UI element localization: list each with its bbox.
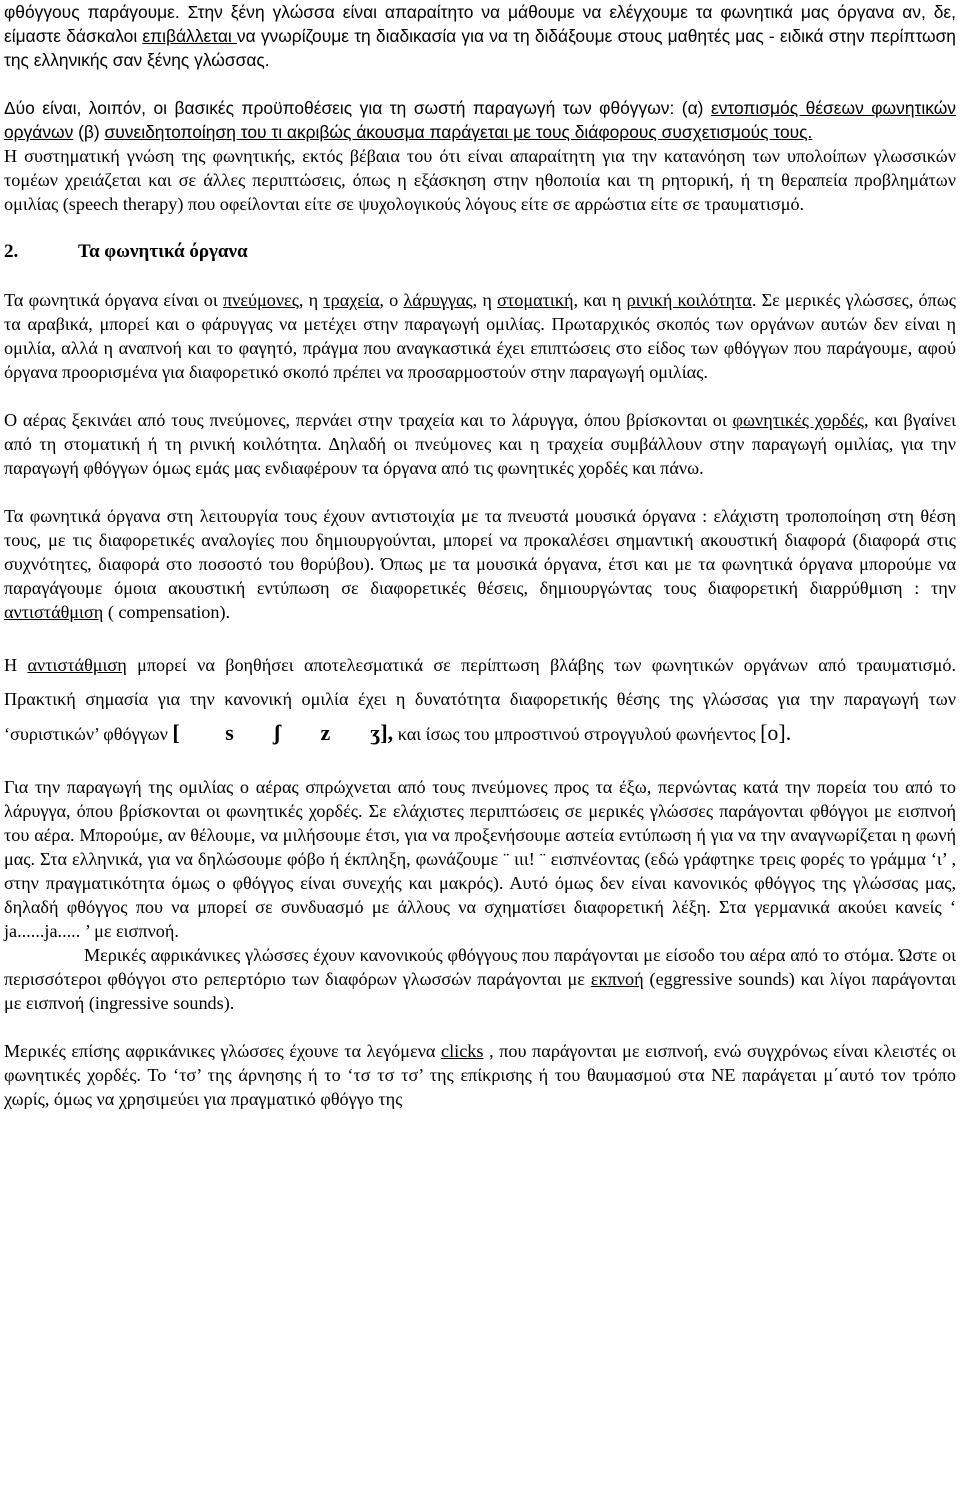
- ipa-vowel: [o].: [760, 720, 792, 745]
- section-heading: 2. Τα φωνητικά όργανα: [4, 241, 248, 262]
- underlined-term: συνειδητοποίηση του τι ακριβώς άκουσμα παράγεται με τους διάφορους συσχετισμούς τους.: [104, 122, 813, 142]
- underlined-term: εντοπισμός θέσεων φωνητικών οργάνων: [4, 98, 956, 142]
- underlined-term: ρινική κοιλότητα: [626, 290, 752, 310]
- document-page: [4, 0, 956, 1111]
- underlined-term: στοματική: [497, 290, 574, 310]
- underlined-term: πνεύμονες: [222, 290, 299, 310]
- underlined-term: φωνητικές χορδές: [732, 410, 864, 430]
- ipa-symbols: [ s ʃ z ʒ],: [172, 720, 394, 745]
- underlined-term: clicks: [441, 1041, 484, 1061]
- organs-paragraph: Τα φωνητικά όργανα είναι οι πνεύμονες, η τραχεία, ο λάρυγγας, η στοματική, και η ρινική κοιλότητα. Σε μερικές γλώσσες, όπως τα αραβικά, μπορεί και ο φάρυγγας να μετέχει στην παραγωγή ομιλίας. Πρωταρχικός σκοπός των οργάνων αυτών δεν είναι η ομιλία, αλλά η αναπνοή και το φαγητό, πράγμα που αναγκαστικά έχει επιπτώσεις στο είδος των φθόγγων που παράγουμε, αφού όργανα προορισμένα για διαφορετικό σκοπό πρέπει να προσαρμοστούν στην παραγωγή ομιλίας.: [4, 290, 957, 382]
- air-paragraph: Ο αέρας ξεκινάει από τους πνεύμονες, περνάει στην τραχεία και το λάρυγγα, όπου βρίσκονται οι φωνητικές χορδές, και βγαίνει από τη στοματική ή τη ρινική κοιλότητα. Δηλαδή οι πνεύμονες και η τραχεία συμβάλλουν στην παραγωγή ομιλίας, για την παραγωγή φθόγγων όμως εμάς μας ενδιαφέρουν τα όργανα από τις φωνητικές χορδές και πάνω.: [4, 410, 956, 478]
- underlined-term: αντιστάθμιση: [27, 655, 127, 675]
- compensation-paragraph: Η αντιστάθμιση μπορεί να βοηθήσει αποτελεσματικά σε περίπτωση βλάβης των φωνητικών οργάνων από τραυματισμό. Πρακτική σημασία για την κανονική ομιλία έχει η δυνατότητα διαφορετικής θέσης της γλώσσας για την παραγωγή των ‘συριστικών’ φθόγγων [ s ʃ z ʒ], και ίσως του μπροστινού στρογγυλού φωνήεντος [o].: [4, 655, 956, 745]
- underlined-term: τραχεία: [323, 290, 380, 310]
- prerequisites-paragraph: Δύο είναι, λοιπόν, οι βασικές προϋποθέσεις για τη σωστή παραγωγή των φθόγγων: (α) εντοπισμός θέσεων φωνητικών οργάνων (β) συνειδητοποίηση του τι ακριβώς άκουσμα παράγεται με τους διάφορους συσχετισμούς τους.: [4, 98, 956, 142]
- ingressive-paragraph: Για την παραγωγή της ομιλίας ο αέρας σπρώχνεται από τους πνεύμονες προς τα έξω, περνώντας κατά την πορεία του από το λάρυγγα, όπου βρίσκονται οι φωνητικές χορδές. Σε ελάχιστες περιπτώσεις σε μερικές γλώσσες παράγονται φθόγγοι με εισπνοή του αέρα. Μπορούμε, αν θέλουμε, να μιλήσουμε έτσι, για να προξενήσουμε αστεία εντύπωση ή για να την αναγνωρίζεται η φωνή μας. Στα ελληνικά, για να δηλώσουμε φόβο ή έκπληξη, φωνάζουμε ¨ ιιι! ¨ εισπνέοντας (εδώ γράφτηκε τρεις φορές το γράμμα ‘ι’ , στην πραγματικότητα όμως ο φθόγγος είναι συνεχής και μακρός). Αυτό όμως δεν είναι κανονικός φθόγγος της γλώσσας μας, δηλαδή φθόγγος που να μπορεί σε συνδυασμό με άλλους να σχηματίσει διαφορετική λέξη. Στα γερμανικά ακούει κανείς ‘ ja......ja..... ’ με εισπνοή.: [4, 777, 956, 941]
- instruments-paragraph: Τα φωνητικά όργανα στη λειτουργία τους έχουν αντιστοιχία με τα πνευστά μουσικά όργανα : ελάχιστη τροποποίηση στη θέση τους, με τις διαφορετικές αναλογίες που δημιουργούνται, μπορεί να προκαλέσει σημαντική ακουστική διαφορά (διαφορά στις συχνότητες, διαφορά στο ποσοστό του θορύβου). Όπως με τα μουσικά όργανα, έτσι και με τα φωνητικά όργανα μπορούμε να παραγάγουμε όμοια ακουστική εντύπωση σε διαφορετικές θέσεις, δημιουργώντας τους διαφορετική διαρρύθμιση : την αντιστάθμιση ( compensation).: [4, 506, 956, 622]
- african-paragraph: Μερικές αφρικάνικες γλώσσες έχουν κανονικούς φθόγγους που παράγονται με είσοδο του αέρα από το στόμα. Ώστε οι περισσότεροι φθόγγοι στο ρεπερτόριο των διαφόρων γλωσσών παράγονται με εκπνοή (eggressive sounds) και λίγοι παράγονται με εισπνοή (ingressive sounds).: [4, 945, 956, 1013]
- intro-paragraph: φθόγγους παράγουμε. Στην ξένη γλώσσα είναι απαραίτητο να μάθουμε να ελέγχουμε τα φωνητικά μας όργανα αν, δε, είμαστε δάσκαλοι επιβάλλεται να γνωρίζουμε τη διαδικασία για να τη διδάξουμε στους μαθητές μας - ειδικά στην περίπτωση της ελληνικής σαν ξένης γλώσσας.: [4, 2, 956, 70]
- underlined-term: αντιστάθμιση: [4, 602, 104, 622]
- clicks-paragraph: Μερικές επίσης αφρικάνικες γλώσσες έχουνε τα λεγόμενα clicks , που παράγονται με εισπνοή, ενώ συγχρόνως είναι κλειστές οι φωνητικές χορδές. Το ‘τσ’ της άρνησης ή το ‘τσ τσ τσ’ της επίκρισης ή του θαυμασμού στα ΝΕ παράγεται μ΄αυτό τον τρόπο χωρίς, όμως να χρησιμεύει για πραγματικό φθόγγο της: [4, 1041, 956, 1109]
- knowledge-paragraph: Η συστηματική γνώση της φωνητικής, εκτός βέβαια του ότι είναι απαραίτητη για την κατανόηση των υπολοίπων γλωσσικών τομέων χρειάζεται και σε άλλες περιπτώσεις, όπως η εξάσκηση στην ηθοποιία και τη ρητορική, ή τη θεραπεία προβλημάτων ομιλίας (speech therapy) που οφείλονται είτε σε ψυχολογικούς λόγους είτε σε αρρώστια είτε σε τραυματισμό.: [4, 146, 956, 214]
- underlined-term: εκπνοή: [590, 969, 644, 989]
- underlined-term: λάρυγγας: [403, 290, 473, 310]
- underlined-term: επιβάλλεται: [142, 26, 237, 46]
